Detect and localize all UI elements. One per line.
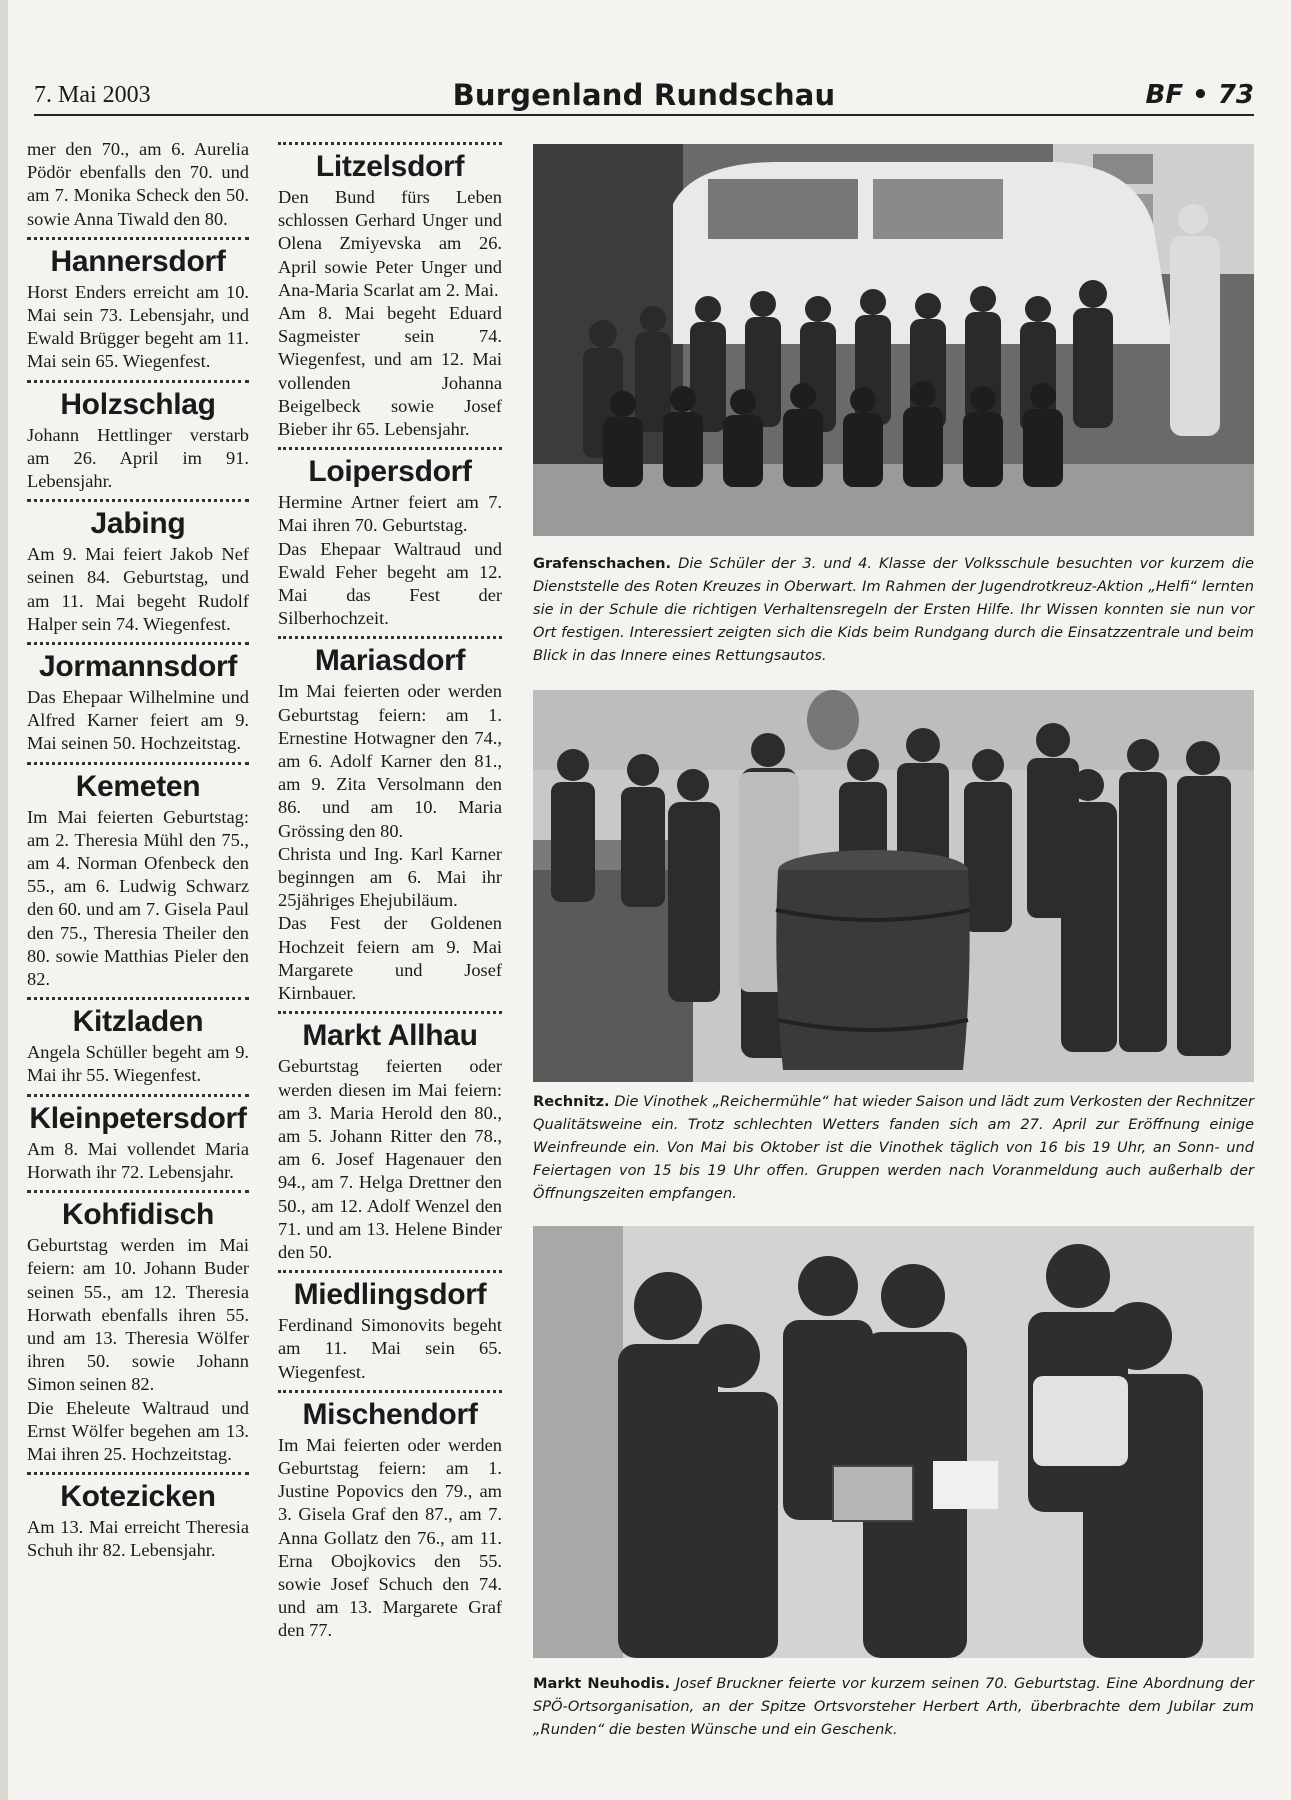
section-text: Das Ehepaar Wilhelmine und Alfred Karner feiert am 9. Mai seinen 50. Hochzeitstag. [27,687,249,754]
dotted-separator [278,447,502,450]
section-text: Die Eheleute Waltraud und Ernst Wölfer begehen am 13. Mai ihren 25. Hochzeitstag. [27,1397,249,1464]
dotted-separator [27,380,249,383]
dotted-separator [278,142,502,145]
section-text: Im Mai feierten oder werden Geburtstag feiern: am 1. Ernestine Hotwagner den 74., am 6. Adolf Karner den 81., am 9. Zita Versolmann den 86. und am 10. Maria Grössing den 80. [278,681,502,841]
dotted-separator [27,762,249,765]
section-heading: Jormannsdorf [38,650,238,684]
intro-text: mer den 70., am 6. Aurelia Pödör ebenfalls den 70. und am 7. Monika Scheck den 50. sowie Anna Tiwald den 80. [27,139,249,229]
dotted-separator [278,1390,502,1393]
dotted-separator [27,237,249,240]
dotted-separator [27,1190,249,1193]
photo-illustration [533,1226,1254,1658]
section-text: Ferdinand Simonovits begeht am 11. Mai sein 65. Wiegenfest. [278,1315,502,1382]
section-heading: Markt Allhau [302,1019,478,1053]
section-heading: Kotezicken [60,1480,216,1514]
section-heading: Holzschlag [60,387,216,421]
section-text: Christa und Ing. Karl Karner beginngen am 6. Mai ihr 25jähriges Ehejubiläum. [278,843,502,911]
caption-place: Markt Neuhodis. [533,1675,671,1692]
section-text: Am 8. Mai begeht Eduard Sagmeister sein 74. Wiegenfest, und am 12. Mai vollenden Johanna Beigelbeck sowie Josef Bieber ihr 65. Lebensjahr. [278,303,502,440]
caption-text: Die Vinothek „Reichermühle“ hat wieder Saison und lädt zum Verkosten der Rechnitzer Qualitätsweine ein. Trotz schlechten Wetters fanden sich am 27. April zur Eröffnung einige Weinfreunde ein. Von Mai bis Oktober ist die Vinothek täglich von 16 bis 19 Uhr, an Sonn- und Feiertagen von 15 bis 19 Uhr offen. Gruppen werden nach Voranmeldung auch außerhalb der Öffnungszeiten empfangen. [533,1093,1254,1202]
photo-school-class-ambulance [533,144,1254,536]
header-rule [34,114,1254,116]
section-heading: Kitzladen [72,1005,204,1039]
photo-illustration [533,690,1254,1082]
section-text: Das Fest der Goldenen Hochzeit feiern am 9. Mai Margarete und Josef Kirnbauer. [278,913,502,1004]
section-text: Den Bund fürs Leben schlossen Gerhard Unger und Olena Zmiyevska am 26. April sowie Peter Unger und Ana-Maria Scarlat am 2. Mai. [278,187,502,300]
photo-illustration [533,144,1254,536]
column-middle [278,138,502,1643]
page-number: BF • 73 [1145,80,1254,110]
dotted-separator [27,499,249,502]
dotted-separator [27,1094,249,1097]
page-header [34,78,1254,114]
dotted-separator [278,636,502,639]
section-heading: Jabing [90,507,186,541]
newspaper-title: Burgenland Rundschau [452,78,836,112]
photo-birthday-delegation [533,1226,1254,1658]
section-text: Das Ehepaar Waltraud und Ewald Feher begeht am 12. Mai das Fest der Silberhochzeit. [278,538,502,629]
section-heading: Kleinpetersdorf [29,1101,247,1135]
section-text: Geburtstag feierten oder werden diesen im Mai feiern: am 3. Maria Herold den 80., am 5. Johann Ritter den 78., am 6. Josef Hagenauer den 94., am 7. Helga Drettner den 50., am 12. Adolf Wenzel den 71. und am 13. Helene Binder den 50. [278,1056,502,1262]
section-heading: Kemeten [75,769,201,803]
caption-grafenschachen [533,552,1254,667]
section-text: Geburtstag werden im Mai feiern: am 10. Johann Buder seinen 55., am 12. Theresia Horwath ebenfalls ihren 55. und am 13. Theresia Wölfer ihren 50. sowie Johann Simon seinen 82. [27,1235,249,1395]
section-text: Im Mai feierten Geburtstag: am 2. Theresia Mühl den 75., am 4. Norman Ofenbeck den 55., am 6. Ludwig Schwarz den 60. und am 7. Gisela Paul den 75., Theresia Theiler den 80. sowie Matthias Pieler den 82. [27,806,249,990]
section-text: Horst Enders erreicht am 10. Mai sein 73. Lebensjahr, und Ewald Brügger begeht am 11. Mai sein 65. Wiegenfest. [27,281,249,372]
dotted-separator [27,997,249,1000]
section-heading: Miedlingsdorf [293,1278,487,1312]
caption-text: Die Schüler der 3. und 4. Klasse der Volksschule besuchten vor kurzem die Dienststelle des Roten Kreuzes in Oberwart. Im Rahmen der Jugendrotkreuz-Aktion „Helfi“ lernten sie in der Schule die richtigen Verhaltensregeln der Ersten Hilfe. Ihr Wissen konnten sie nun vor Ort festigen. Interessiert zeigten sich die Kids beim Rundgang durch die Einsatzzentrale und beim Blick in das Innere eines Rettungsautos. [533,555,1254,664]
section-heading: Loipersdorf [308,455,472,489]
caption-place: Rechnitz. [533,1093,610,1110]
section-heading: Hannersdorf [50,244,226,278]
issue-date: 7. Mai 2003 [34,82,151,108]
section-text: Im Mai feierten oder werden Geburtstag feiern: am 1. Justine Popovics den 79., am 3. Gisela Graf den 87., am 7. Anna Gollatz den 76., am 11. Erna Obojkovics den 55. sowie Josef Schuch den 74. und am 13. Margarete Graf den 77. [278,1434,502,1641]
section-heading: Litzelsdorf [315,150,465,183]
dotted-separator [278,1270,502,1273]
section-text: Am 9. Mai feiert Jakob Nef seinen 84. Geburtstag, und am 11. Mai begeht Rudolf Halper sein 74. Wiegenfest. [27,544,249,634]
caption-markt-neuhodis [533,1672,1254,1741]
section-text: Johann Hettlinger verstarb am 26. April im 91. Lebensjahr. [27,424,249,492]
scan-edge [0,0,8,1800]
dotted-separator [27,1472,249,1475]
dotted-separator [27,642,249,645]
caption-rechnitz [533,1090,1254,1205]
section-text: Am 13. Mai erreicht Theresia Schuh ihr 82. Lebensjahr. [27,1517,249,1561]
section-text: Angela Schüller begeht am 9. Mai ihr 55. Wiegenfest. [27,1042,249,1086]
section-text: Am 8. Mai vollendet Maria Horwath ihr 72. Lebensjahr. [27,1138,249,1182]
caption-place: Grafenschachen. [533,555,672,572]
dotted-separator [278,1011,502,1014]
caption-text: Josef Bruckner feierte vor kurzem seinen 70. Geburtstag. Eine Abordnung der SPÖ-Ortsorganisation, an der Spitze Ortsvorsteher Herbert Arth, überbrachte dem Jubilar zum „Runden“ die besten Wünsche und ein Geschenk. [533,1675,1254,1738]
section-heading: Mariasdorf [314,644,466,678]
section-text: Hermine Artner feiert am 7. Mai ihren 70. Geburtstag. [278,492,502,536]
photo-vinothek-group [533,690,1254,1082]
section-heading: Kohfidisch [62,1198,214,1232]
column-left [27,138,249,1563]
section-heading: Mischendorf [302,1397,478,1431]
